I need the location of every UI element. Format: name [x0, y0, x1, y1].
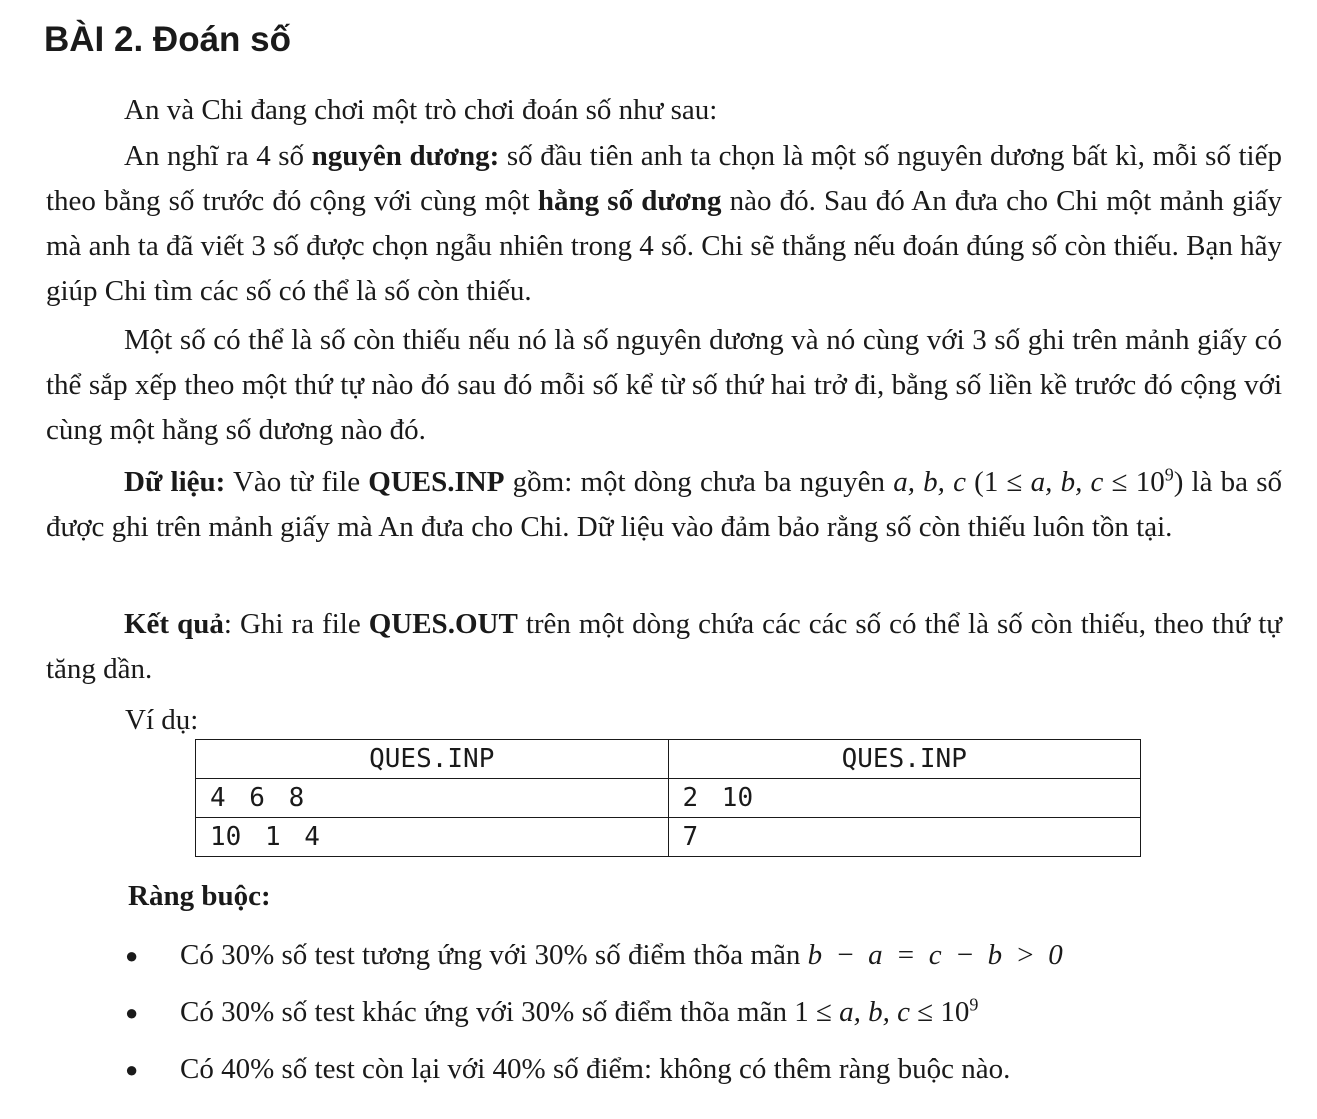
bullet-icon: ●: [125, 1057, 139, 1082]
table-row: [196, 818, 1141, 857]
rules-paragraph-2: Một số có thể là số còn thiếu nếu nó là số nguyên dương và nó cùng với 3 số ghi trên mảnh giấy có thể sắp xếp theo một thứ tự nào đó sau đó mỗi số kể từ số thứ hai trở đi, bằng số liền kề trước đó cộng với cùng một hằng số dương nào đó.: [46, 324, 1282, 446]
table-cell: 7: [668, 818, 1141, 857]
table-cell: 2 10: [668, 779, 1141, 818]
example-label: Ví dụ:: [125, 704, 199, 736]
table-cell: 4 6 8: [196, 779, 669, 818]
constraints-heading: Ràng buộc:: [128, 880, 271, 912]
table-header-row: [196, 740, 1141, 779]
constraints-list: [125, 927, 1275, 1098]
table-cell: 10 1 4: [196, 818, 669, 857]
example-table: [195, 739, 1141, 857]
problem-title: BÀI 2. Đoán số: [44, 20, 291, 59]
table-header-input: QUES.INP: [196, 740, 669, 779]
list-item: ● Có 30% số test tương ứng với 30% số điểm thõa mãn b − a = c − b > 0: [125, 927, 1275, 984]
bullet-icon: ●: [125, 943, 139, 968]
list-item: ● Có 30% số test khác ứng với 30% số điểm thõa mãn 1 ≤ a, b, $c \le 10^9$: [125, 984, 1275, 1041]
list-item: ● Có 40% số test còn lại với 40% số điểm: không có thêm ràng buộc nào.: [125, 1041, 1275, 1098]
output-paragraph: Kết quả: Ghi ra file QUES.OUT trên một dòng chứa các các số có thể là số còn thiếu, theo thứ tự tăng dần.: [46, 608, 1283, 685]
input-paragraph: Dữ liệu: Vào từ file QUES.INP gồm: một dòng chưa ba nguyên a, b, c (1 ≤ a, b, $c \le 10^9$) là ba số được ghi trên mảnh giấy mà An đưa cho Chi. Dữ liệu vào đảm bảo rằng số còn thiếu luôn tồn tại.: [46, 464, 1283, 543]
bullet-icon: ●: [125, 1000, 139, 1025]
rules-paragraph-1: An nghĩ ra 4 số nguyên dương: số đầu tiên anh ta chọn là một số nguyên dương bất kì, mỗi số tiếp theo bằng số trước đó cộng với cùng một hằng số dương nào đó. Sau đó An đưa cho Chi một mảnh giấy mà anh ta đã viết 3 số được chọn ngẫu nhiên trong 4 số. Chi sẽ thắng nếu đoán đúng số còn thiếu. Bạn hãy giúp Chi tìm các số có thể là số còn thiếu.: [46, 140, 1282, 307]
intro-paragraph: An và Chi đang chơi một trò chơi đoán số như sau:: [124, 94, 718, 126]
table-header-output: QUES.INP: [668, 740, 1141, 779]
table-row: [196, 779, 1141, 818]
